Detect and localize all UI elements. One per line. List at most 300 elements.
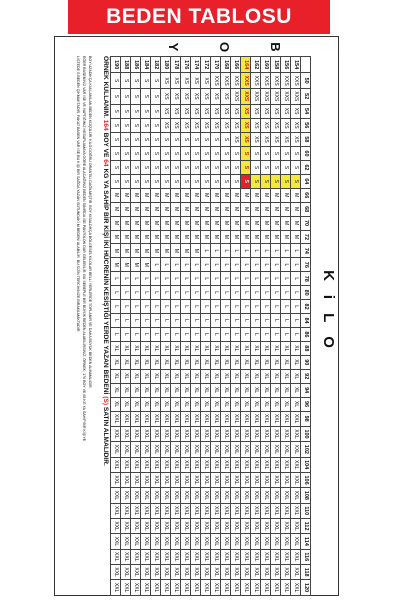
size-cell: S: [131, 160, 141, 174]
size-cell: S: [151, 160, 161, 174]
size-cell: XL: [241, 383, 251, 397]
size-cell: L: [231, 244, 241, 258]
size-cell: XXL: [261, 426, 271, 441]
size-cell: M: [211, 216, 221, 230]
size-cell: M: [251, 230, 261, 244]
size-cell: XXL: [241, 549, 251, 564]
size-cell: M: [121, 202, 131, 216]
table-row: [111, 57, 121, 596]
size-cell: XXS: [231, 88, 241, 104]
height-label-letter: O: [217, 41, 233, 53]
size-cell: XXL: [261, 411, 271, 426]
table-row: [181, 57, 191, 596]
size-cell: L: [111, 327, 121, 341]
size-cell: XXL: [171, 442, 181, 457]
size-cell: XXL: [291, 426, 301, 441]
note-line: BOY UZADIKÇA KULLANILAN BEDEN KÜÇÜLÜR. KİLO DOĞRU ORANTILI DAĞILMIŞTIR. BOY KISALDIKÇA BÖLGESEL KİLOLAR BELLİ YERLERDE TOPLANIR VE DAHA BÜYÜK BEDEN ALINMALIDIR.: [88, 56, 92, 389]
size-cell: L: [121, 272, 131, 286]
size-cell: XXL: [161, 503, 171, 518]
size-cell: L: [181, 314, 191, 328]
size-cell: S: [201, 147, 211, 161]
size-cell: XL: [141, 355, 151, 369]
size-cell: L: [251, 314, 261, 328]
size-cell: XXL: [251, 534, 261, 549]
weight-header: 108: [301, 488, 311, 503]
size-cell: L: [151, 314, 161, 328]
size-cell: XL: [121, 369, 131, 383]
size-cell: XXL: [161, 549, 171, 564]
size-cell: S: [141, 73, 151, 89]
example-text: BOY VE: [102, 132, 109, 158]
size-cell: M: [161, 244, 171, 258]
size-cell: S: [271, 147, 281, 161]
size-cell: XXL: [131, 426, 141, 441]
size-cell: XXL: [191, 472, 201, 487]
height-header: 176: [181, 57, 191, 73]
size-cell: M: [291, 216, 301, 230]
size-cell: XS: [171, 88, 181, 104]
size-cell: XXL: [281, 549, 291, 564]
size-cell: XXL: [111, 503, 121, 518]
size-cell: L: [171, 314, 181, 328]
size-cell: XXS: [291, 73, 301, 89]
size-cell: XXL: [111, 457, 121, 472]
size-cell: L: [291, 327, 301, 341]
size-cell: XXL: [291, 564, 301, 579]
size-cell: XXL: [131, 457, 141, 472]
size-cell: L: [291, 300, 301, 314]
size-cell: XXL: [111, 442, 121, 457]
size-cell: XL: [231, 355, 241, 369]
size-cell: L: [161, 300, 171, 314]
size-cell: S: [211, 147, 221, 161]
size-cell: XXL: [171, 457, 181, 472]
size-cell: S: [291, 160, 301, 174]
size-cell: XXL: [161, 488, 171, 503]
size-cell: XXL: [211, 564, 221, 579]
size-cell: M: [121, 230, 131, 244]
size-cell: L: [171, 258, 181, 272]
size-cell: XXL: [131, 518, 141, 533]
size-cell: XL: [201, 397, 211, 411]
size-cell: M: [161, 230, 171, 244]
size-cell: XL: [181, 369, 191, 383]
size-cell: XXL: [201, 564, 211, 579]
size-cell: S: [151, 147, 161, 161]
size-cell: XS: [251, 118, 261, 132]
size-cell: XXL: [221, 426, 231, 441]
size-cell: XL: [131, 341, 141, 355]
size-cell: L: [271, 258, 281, 272]
size-cell: XXS: [271, 73, 281, 89]
size-cell: XXL: [191, 442, 201, 457]
size-cell: XL: [221, 369, 231, 383]
size-cell: XXL: [131, 549, 141, 564]
size-cell: S: [131, 118, 141, 132]
weight-header: 80: [301, 286, 311, 300]
size-cell: XXL: [181, 472, 191, 487]
size-cell: S: [121, 132, 131, 146]
size-cell: XL: [281, 397, 291, 411]
size-cell: XXL: [171, 580, 181, 596]
size-cell: XXL: [161, 411, 171, 426]
example-height: 164: [102, 119, 109, 131]
size-cell: S: [241, 147, 251, 161]
size-cell: XXL: [201, 411, 211, 426]
size-cell: XL: [161, 341, 171, 355]
weight-header: 74: [301, 244, 311, 258]
size-cell: XXL: [291, 472, 301, 487]
weight-header: 84: [301, 314, 311, 328]
size-cell: XL: [201, 355, 211, 369]
table-row: [281, 57, 291, 596]
size-cell: S: [181, 132, 191, 146]
weight-header: 90: [301, 355, 311, 369]
size-cell: L: [151, 258, 161, 272]
weight-header: 62: [301, 160, 311, 174]
size-cell: XL: [281, 355, 291, 369]
size-cell: XXL: [201, 442, 211, 457]
height-label-letter: B: [268, 42, 284, 52]
size-cell: XXL: [241, 534, 251, 549]
size-cell: XL: [231, 369, 241, 383]
size-cell: XL: [291, 355, 301, 369]
height-header: 156: [281, 57, 291, 73]
size-cell: M: [121, 188, 131, 202]
size-cell: XS: [281, 132, 291, 146]
height-header: 154: [291, 57, 301, 73]
size-cell: XXL: [191, 564, 201, 579]
size-cell: L: [281, 244, 291, 258]
size-cell: XL: [171, 369, 181, 383]
size-cell: XL: [141, 341, 151, 355]
size-cell: XL: [211, 355, 221, 369]
weight-header: 50: [301, 73, 311, 89]
size-cell: XXL: [181, 457, 191, 472]
size-cell: XXL: [141, 411, 151, 426]
size-cell: XXL: [241, 580, 251, 596]
size-cell: S: [141, 132, 151, 146]
size-cell: XL: [261, 355, 271, 369]
size-cell: XXL: [241, 503, 251, 518]
size-cell: M: [171, 230, 181, 244]
weight-header: 112: [301, 518, 311, 533]
example-usage: [102, 56, 109, 592]
table-row: [171, 57, 181, 596]
size-cell: M: [291, 230, 301, 244]
size-cell: XS: [251, 104, 261, 118]
size-cell: S: [201, 160, 211, 174]
size-cell: XL: [121, 341, 131, 355]
size-cell: L: [271, 327, 281, 341]
page-title: BEDEN TABLOSU: [68, 0, 330, 34]
size-cell: L: [291, 272, 301, 286]
size-cell: S: [211, 160, 221, 174]
size-cell: XXL: [181, 534, 191, 549]
size-cell: XL: [151, 341, 161, 355]
size-cell: L: [191, 300, 201, 314]
size-cell: L: [221, 286, 231, 300]
size-cell: L: [261, 327, 271, 341]
size-cell: XXL: [201, 534, 211, 549]
size-cell: S: [291, 147, 301, 161]
size-cell: XXL: [271, 518, 281, 533]
height-header: 184: [141, 57, 151, 73]
size-cell: XXL: [131, 488, 141, 503]
size-cell: L: [201, 286, 211, 300]
size-cell: M: [201, 216, 211, 230]
size-cell: XXL: [251, 472, 261, 487]
size-cell: XXL: [141, 442, 151, 457]
size-cell: XL: [161, 383, 171, 397]
weight-header: 78: [301, 272, 311, 286]
height-header: 190: [111, 57, 121, 73]
size-cell: XXL: [251, 549, 261, 564]
size-cell: L: [151, 272, 161, 286]
size-cell: L: [201, 314, 211, 328]
size-cell: M: [181, 216, 191, 230]
size-cell: S: [151, 88, 161, 104]
size-cell: M: [131, 258, 141, 272]
size-cell: M: [181, 230, 191, 244]
size-cell: XL: [171, 397, 181, 411]
size-cell: L: [121, 286, 131, 300]
size-table-body: [111, 57, 301, 596]
size-cell: XXL: [281, 564, 291, 579]
size-cell: XXL: [291, 488, 301, 503]
size-cell: L: [241, 314, 251, 328]
size-cell: L: [121, 300, 131, 314]
height-header: 178: [171, 57, 181, 73]
size-cell: XXL: [191, 580, 201, 596]
size-cell: M: [191, 202, 201, 216]
size-cell: S: [171, 147, 181, 161]
size-cell: M: [181, 188, 191, 202]
size-cell: XS: [291, 132, 301, 146]
size-cell: XXL: [291, 580, 301, 596]
size-cell: L: [241, 286, 251, 300]
size-cell: S: [121, 174, 131, 188]
size-cell: XXS: [281, 73, 291, 89]
height-label-letter: Y: [166, 42, 182, 52]
size-cell: XL: [191, 397, 201, 411]
size-cell: S: [291, 174, 301, 188]
size-cell: XS: [261, 132, 271, 146]
size-cell: S: [111, 174, 121, 188]
size-cell: L: [111, 272, 121, 286]
height-header: 180: [161, 57, 171, 73]
size-cell: XXL: [231, 426, 241, 441]
size-cell: XL: [191, 383, 201, 397]
note-line: LİSTEDE S BEDEN ÇIKMAKTADIR. FAKAT BASEN VAR İSE BU KİŞİ BİR SAĞDA YAZAN SÜTUNDAKİ M BEDENİ ALABİLİR. BU SİZİN TERCİHİNİZE BIRAKILMAKTADIR.: [76, 56, 80, 333]
size-cell: XXL: [261, 472, 271, 487]
weight-header: 60: [301, 147, 311, 161]
size-cell: XL: [271, 383, 281, 397]
size-cell: XXL: [121, 534, 131, 549]
size-cell: S: [121, 104, 131, 118]
size-cell: L: [221, 272, 231, 286]
size-cell: XXL: [211, 457, 221, 472]
size-cell: L: [171, 327, 181, 341]
size-cell: XXL: [111, 472, 121, 487]
size-cell: L: [141, 286, 151, 300]
size-cell: S: [241, 174, 251, 188]
size-cell: M: [261, 188, 271, 202]
weight-header: 100: [301, 426, 311, 441]
size-cell: XS: [231, 118, 241, 132]
size-cell: S: [231, 174, 241, 188]
size-cell: XXL: [261, 518, 271, 533]
size-cell: XXL: [201, 518, 211, 533]
size-cell: XL: [151, 383, 161, 397]
size-cell: XXL: [211, 549, 221, 564]
size-cell: XXL: [151, 580, 161, 596]
size-cell: XL: [121, 397, 131, 411]
size-cell: XL: [221, 397, 231, 411]
size-cell: XXL: [251, 488, 261, 503]
size-cell: L: [251, 327, 261, 341]
size-cell: XXL: [121, 518, 131, 533]
size-cell: M: [221, 202, 231, 216]
size-cell: XXL: [151, 564, 161, 579]
table-row: [191, 57, 201, 596]
size-cell: L: [251, 244, 261, 258]
size-table: [110, 56, 311, 596]
size-cell: XXL: [131, 472, 141, 487]
size-cell: XXL: [201, 426, 211, 441]
size-cell: S: [141, 88, 151, 104]
weight-header: 102: [301, 442, 311, 457]
size-cell: S: [251, 160, 261, 174]
size-cell: S: [251, 174, 261, 188]
size-cell: M: [121, 244, 131, 258]
size-cell: M: [111, 258, 121, 272]
table-row: [211, 57, 221, 596]
weight-header: 106: [301, 472, 311, 487]
size-cell: XXL: [181, 488, 191, 503]
size-cell: XL: [291, 369, 301, 383]
size-cell: M: [271, 202, 281, 216]
size-cell: M: [221, 230, 231, 244]
size-cell: XXL: [231, 534, 241, 549]
size-cell: M: [241, 230, 251, 244]
size-cell: S: [181, 160, 191, 174]
size-cell: XXL: [271, 549, 281, 564]
height-header: 186: [131, 57, 141, 73]
example-size: (S): [102, 396, 109, 406]
size-cell: XXL: [241, 411, 251, 426]
size-cell: XXL: [161, 457, 171, 472]
size-cell: XS: [191, 73, 201, 89]
weight-header: 116: [301, 549, 311, 564]
size-cell: L: [261, 286, 271, 300]
size-cell: XL: [161, 355, 171, 369]
size-cell: S: [221, 174, 231, 188]
size-cell: XL: [131, 383, 141, 397]
size-cell: XXL: [291, 518, 301, 533]
size-cell: L: [271, 272, 281, 286]
size-cell: S: [111, 73, 121, 89]
size-cell: M: [231, 188, 241, 202]
size-cell: L: [121, 314, 131, 328]
size-cell: L: [161, 272, 171, 286]
size-cell: XXL: [251, 564, 261, 579]
size-cell: XXL: [181, 564, 191, 579]
size-cell: XXL: [121, 549, 131, 564]
size-cell: XL: [221, 355, 231, 369]
size-cell: L: [181, 272, 191, 286]
size-cell: XXL: [191, 503, 201, 518]
size-cell: L: [231, 258, 241, 272]
size-cell: XXL: [281, 518, 291, 533]
size-cell: S: [151, 73, 161, 89]
size-cell: M: [141, 202, 151, 216]
table-row: [141, 57, 151, 596]
size-cell: XL: [251, 355, 261, 369]
size-cell: XXL: [281, 534, 291, 549]
size-cell: L: [261, 314, 271, 328]
table-row: [261, 57, 271, 596]
size-cell: M: [251, 216, 261, 230]
height-header: 166: [231, 57, 241, 73]
height-header: 170: [211, 57, 221, 73]
size-cell: S: [121, 147, 131, 161]
size-cell: XL: [291, 341, 301, 355]
size-cell: M: [241, 216, 251, 230]
size-cell: XL: [141, 383, 151, 397]
size-cell: S: [141, 147, 151, 161]
size-cell: S: [271, 160, 281, 174]
size-cell: S: [111, 118, 121, 132]
size-cell: M: [171, 202, 181, 216]
size-cell: XL: [271, 355, 281, 369]
size-cell: XXS: [241, 88, 251, 104]
size-cell: S: [211, 174, 221, 188]
size-cell: XXL: [231, 457, 241, 472]
size-cell: XL: [131, 355, 141, 369]
size-cell: L: [211, 314, 221, 328]
size-cell: XXL: [281, 426, 291, 441]
size-cell: L: [261, 244, 271, 258]
size-cell: XXL: [111, 411, 121, 426]
weight-header: 86: [301, 327, 311, 341]
size-cell: XXL: [181, 518, 191, 533]
notes: [75, 56, 93, 592]
size-cell: XXL: [191, 411, 201, 426]
table-row: [121, 57, 131, 596]
size-cell: XXL: [141, 472, 151, 487]
size-cell: XS: [201, 88, 211, 104]
size-cell: M: [111, 202, 121, 216]
size-cell: L: [211, 258, 221, 272]
size-cell: XXL: [231, 472, 241, 487]
size-cell: XXS: [251, 73, 261, 89]
size-cell: XXL: [211, 518, 221, 533]
size-cell: S: [161, 174, 171, 188]
size-cell: L: [111, 286, 121, 300]
size-cell: XXL: [211, 442, 221, 457]
size-cell: XXL: [241, 564, 251, 579]
size-cell: S: [191, 174, 201, 188]
size-cell: M: [141, 244, 151, 258]
size-cell: XXL: [221, 503, 231, 518]
size-cell: XXL: [201, 488, 211, 503]
height-header: 162: [251, 57, 261, 73]
size-cell: XXL: [281, 442, 291, 457]
size-cell: XXL: [181, 580, 191, 596]
size-cell: XS: [271, 118, 281, 132]
size-cell: S: [191, 147, 201, 161]
